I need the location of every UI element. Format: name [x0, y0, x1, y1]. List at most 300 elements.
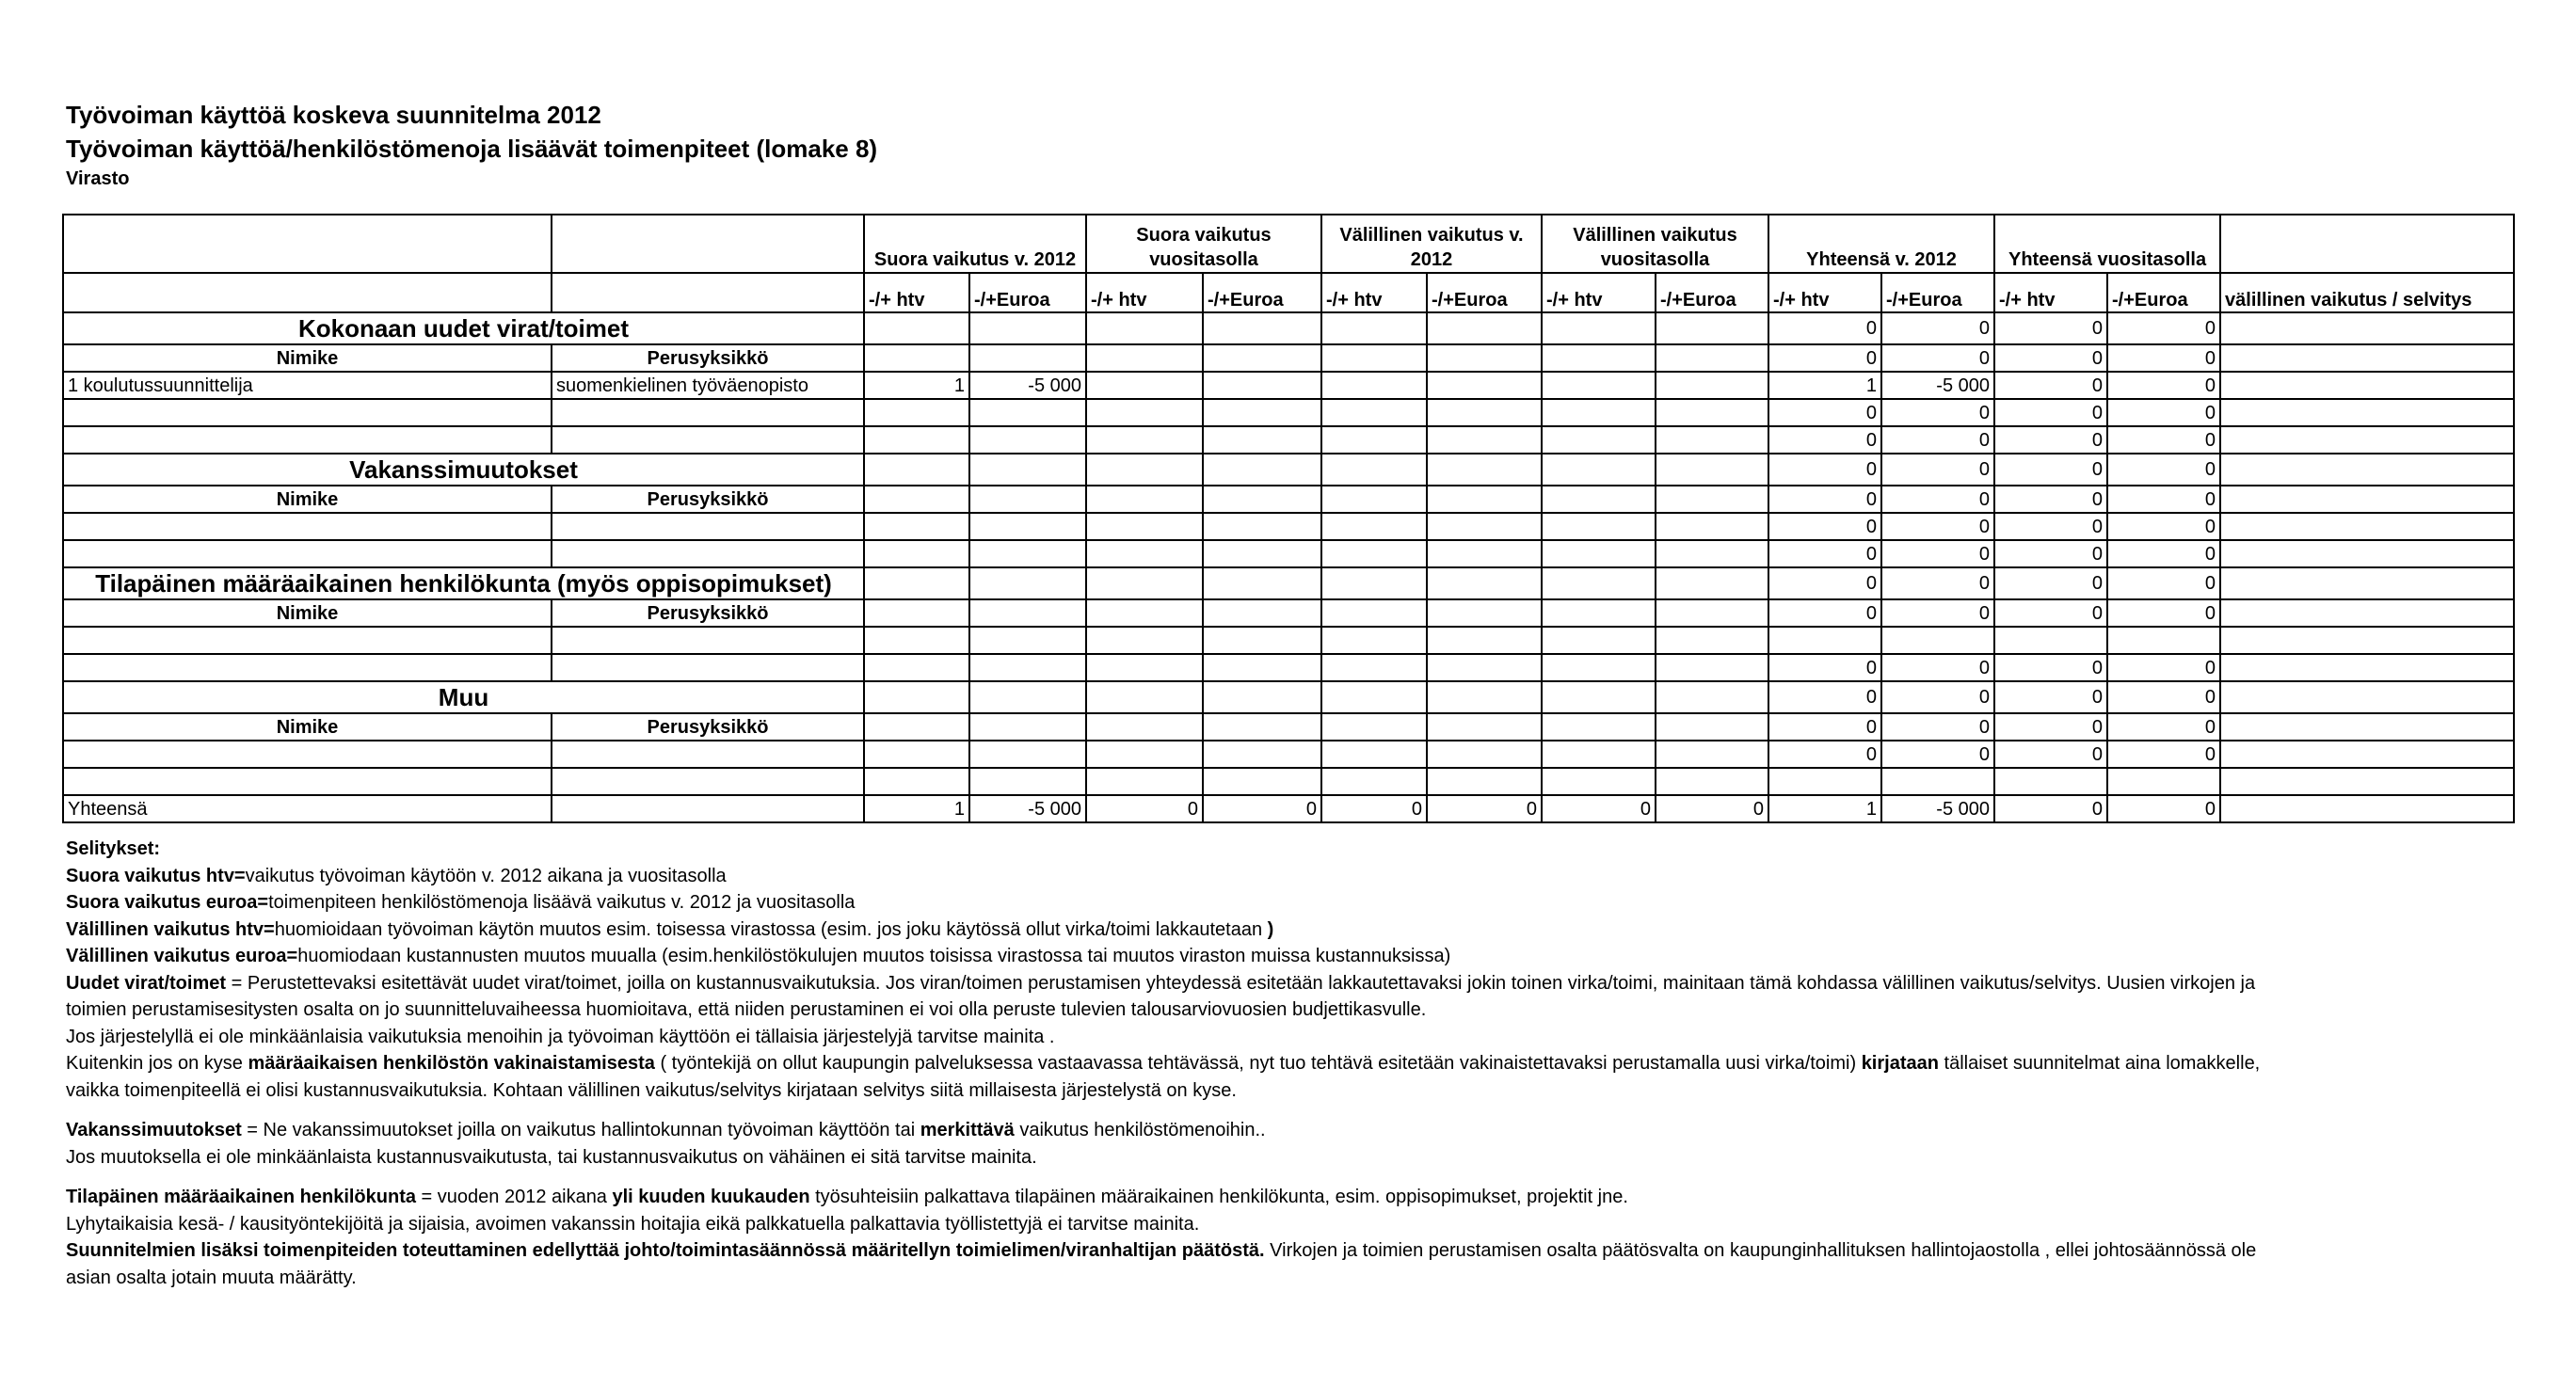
value-cell: [1427, 344, 1542, 372]
value-cell: [1656, 399, 1768, 426]
value-cell: [864, 713, 969, 741]
value-cell: [1656, 681, 1768, 713]
value-cell: 0: [1881, 344, 1994, 372]
selvitys-cell: [2220, 741, 2514, 768]
page-title: Työvoiman käyttöä koskeva suunnitelma 2012: [66, 101, 601, 129]
value-cell: [864, 599, 969, 627]
value-cell: [1656, 426, 1768, 454]
value-cell: [1656, 540, 1768, 567]
note-text: = Ne vakanssimuutokset joilla on vaikutus hallintokunnan työvoiman käyttöön tai: [241, 1120, 920, 1140]
nimike-cell: Nimike: [63, 344, 552, 372]
selvitys-cell: [2220, 654, 2514, 681]
value-cell: 0: [2107, 344, 2220, 372]
value-cell: 0: [2107, 454, 2220, 486]
value-cell: 0: [1881, 654, 1994, 681]
value-cell: [1427, 513, 1542, 540]
value-cell: [1542, 741, 1656, 768]
value-cell: 0: [1768, 426, 1881, 454]
note-text: toimenpiteen henkilöstömenoja lisäävä vaikutus v. 2012 ja vuositasolla: [268, 892, 856, 913]
nimike-cell: [63, 513, 552, 540]
table-row: [63, 372, 2514, 399]
value-cell: 0: [1881, 713, 1994, 741]
value-cell: [1427, 599, 1542, 627]
selvitys-cell: [2220, 768, 2514, 795]
value-cell: [969, 454, 1086, 486]
value-cell: [1086, 654, 1203, 681]
value-cell: 0: [1994, 372, 2107, 399]
value-cell: [1086, 454, 1203, 486]
value-cell: [1768, 627, 1881, 654]
value-cell: [1321, 513, 1427, 540]
value-cell: 0: [1768, 681, 1881, 713]
value-cell: 0: [1768, 540, 1881, 567]
value-cell: [969, 344, 1086, 372]
note-text: vaikka toimenpiteellä ei olisi kustannusvaikutuksia. Kohtaan välillinen vaikutus/selvitys kirjataan selvitys siitä millaisesta järjestelystä on kyse.: [66, 1079, 1237, 1101]
value-cell: [1542, 768, 1656, 795]
value-cell: [1542, 540, 1656, 567]
note-line: [66, 1050, 2513, 1077]
selvitys-cell: [2220, 344, 2514, 372]
selvitys-cell: [2220, 513, 2514, 540]
note-term: määräaikaisen henkilöstön vakinaistamisesta: [248, 1053, 655, 1074]
sub-header: -/+Euroa: [1656, 273, 1768, 312]
value-cell: 0: [1994, 486, 2107, 513]
value-cell: [864, 681, 969, 713]
value-cell: 0: [1881, 513, 1994, 540]
value-cell: [1321, 372, 1427, 399]
value-cell: [864, 567, 969, 599]
nimike-cell: [63, 399, 552, 426]
nimike-cell: [63, 768, 552, 795]
section-row: [63, 681, 2514, 713]
value-cell: 1: [1768, 372, 1881, 399]
table-row: [63, 426, 2514, 454]
value-cell: [1203, 372, 1321, 399]
column-label-row: [63, 713, 2514, 741]
value-cell: [864, 741, 969, 768]
note-term: ): [1267, 918, 1274, 940]
value-cell: [1203, 713, 1321, 741]
note-text: Jos järjestelyllä ei ole minkäänlaisia vaikutuksia menoihin ja työvoiman käyttöön ei tällaisia järjestelyjä tarvitse mainita .: [66, 1026, 1055, 1047]
value-cell: [1203, 540, 1321, 567]
note-line: [66, 943, 2513, 970]
value-cell: 0: [1994, 567, 2107, 599]
value-cell: 0: [1881, 741, 1994, 768]
perusyksikko-cell: [552, 741, 864, 768]
nimike-cell: Yhteensä: [63, 795, 552, 822]
value-cell: 0: [1768, 713, 1881, 741]
value-cell: 0: [2107, 426, 2220, 454]
value-cell: [1086, 426, 1203, 454]
unit-label: Virasto: [66, 168, 130, 189]
value-cell: [1086, 513, 1203, 540]
value-cell: [969, 399, 1086, 426]
value-cell: [864, 454, 969, 486]
value-cell: [1656, 599, 1768, 627]
value-cell: [1427, 426, 1542, 454]
value-cell: 0: [2107, 795, 2220, 822]
value-cell: [1203, 599, 1321, 627]
value-cell: [1321, 486, 1427, 513]
form-table: [62, 214, 2515, 823]
value-cell: [1321, 713, 1427, 741]
value-cell: [1427, 627, 1542, 654]
value-cell: 0: [1768, 399, 1881, 426]
value-cell: [1086, 599, 1203, 627]
note-line: [66, 970, 2513, 997]
selvitys-cell: [2220, 454, 2514, 486]
value-cell: 0: [2107, 681, 2220, 713]
note-line: [66, 917, 2513, 944]
value-cell: 0: [1768, 599, 1881, 627]
table-row: [63, 540, 2514, 567]
perusyksikko-cell: [552, 654, 864, 681]
nimike-cell: Nimike: [63, 486, 552, 513]
group-header-row: [63, 215, 2514, 273]
value-cell: [1656, 713, 1768, 741]
notes-heading: Selitykset:: [66, 838, 161, 859]
value-cell: 0: [1881, 540, 1994, 567]
sub-header-row: [63, 273, 2514, 312]
value-cell: 0: [1994, 454, 2107, 486]
note-text: toimien perustamisesitysten osalta on jo suunnitteluvaiheessa huomioitava, että niiden perustaminen ei voi olla peruste tulevien talousarviovuosien budjettikasvulle.: [66, 999, 1427, 1020]
sub-header: -/+ htv: [1086, 273, 1203, 312]
value-cell: [1203, 486, 1321, 513]
value-cell: [1542, 344, 1656, 372]
section-title: Kokonaan uudet virat/toimet: [63, 312, 864, 344]
table-row: [63, 513, 2514, 540]
value-cell: 0: [2107, 540, 2220, 567]
sub-header: -/+Euroa: [1427, 273, 1542, 312]
perusyksikko-cell: Perusyksikkö: [552, 344, 864, 372]
value-cell: [1656, 344, 1768, 372]
value-cell: [1656, 454, 1768, 486]
group-header: Välillinen vaikutus vuositasolla: [1542, 215, 1768, 273]
paragraph-gap: [66, 1171, 2513, 1184]
value-cell: 0: [2107, 372, 2220, 399]
nimike-cell: [63, 741, 552, 768]
value-cell: [864, 486, 969, 513]
nimike-cell: 1 koulutussuunnittelija: [63, 372, 552, 399]
value-cell: [1427, 486, 1542, 513]
value-cell: [1542, 567, 1656, 599]
note-term: Suora vaikutus htv=: [66, 865, 246, 886]
value-cell: [969, 681, 1086, 713]
note-text: tällaiset suunnitelmat aina lomakkelle,: [1938, 1053, 2261, 1074]
note-line: [66, 889, 2513, 917]
note-text: vaikutus työvoiman käytöön v. 2012 aikana ja vuositasolla: [245, 865, 727, 886]
note-term: Tilapäinen määräaikainen henkilökunta: [66, 1187, 416, 1207]
value-cell: [1203, 454, 1321, 486]
value-cell: [1542, 454, 1656, 486]
value-cell: [1542, 513, 1656, 540]
value-cell: 0: [1881, 426, 1994, 454]
value-cell: 0: [1994, 344, 2107, 372]
value-cell: [1203, 399, 1321, 426]
value-cell: [969, 627, 1086, 654]
value-cell: [1656, 741, 1768, 768]
value-cell: [1427, 768, 1542, 795]
value-cell: [1086, 713, 1203, 741]
selvitys-cell: [2220, 599, 2514, 627]
value-cell: [1321, 426, 1427, 454]
value-cell: [1203, 567, 1321, 599]
value-cell: [1656, 513, 1768, 540]
value-cell: 0: [1994, 399, 2107, 426]
column-label-row: [63, 486, 2514, 513]
note-text: ( työntekijä on ollut kaupungin palveluksessa vastaavassa tehtävässä, nyt tuo tehtävä esitetään vakinaistettavaksi perustamalla uusi virka/toimi): [654, 1053, 1862, 1074]
table-row: [63, 399, 2514, 426]
value-cell: [1203, 681, 1321, 713]
value-cell: 0: [1881, 567, 1994, 599]
value-cell: [864, 540, 969, 567]
group-header: Yhteensä v. 2012: [1768, 215, 1994, 273]
perusyksikko-cell: [552, 426, 864, 454]
table-row: [63, 795, 2514, 822]
value-cell: [1427, 681, 1542, 713]
value-cell: 0: [1321, 795, 1427, 822]
sub-header: -/+Euroa: [2107, 273, 2220, 312]
value-cell: 0: [1768, 741, 1881, 768]
value-cell: 0: [1994, 681, 2107, 713]
selvitys-cell: [2220, 627, 2514, 654]
value-cell: 0: [2107, 654, 2220, 681]
perusyksikko-cell: Perusyksikkö: [552, 486, 864, 513]
value-cell: [1086, 372, 1203, 399]
sub-header: välillinen vaikutus / selvitys: [2220, 273, 2514, 312]
value-cell: [1321, 599, 1427, 627]
section-title: Tilapäinen määräaikainen henkilökunta (myös oppisopimukset): [63, 567, 864, 599]
note-text: Kuitenkin jos on kyse: [66, 1053, 248, 1074]
value-cell: [1086, 741, 1203, 768]
sub-header: -/+ htv: [864, 273, 969, 312]
sub-header: -/+Euroa: [1203, 273, 1321, 312]
value-cell: 0: [1768, 513, 1881, 540]
value-cell: [1542, 654, 1656, 681]
selvitys-cell: [2220, 312, 2514, 344]
value-cell: 0: [2107, 312, 2220, 344]
table-row: [63, 654, 2514, 681]
value-cell: [1086, 344, 1203, 372]
selvitys-cell: [2220, 372, 2514, 399]
value-cell: [1203, 312, 1321, 344]
value-cell: [864, 399, 969, 426]
value-cell: 0: [1994, 312, 2107, 344]
note-text: Lyhytaikaisia kesä- / kausityöntekijöitä ja sijaisia, avoimen vakanssin hoitajia eikä palkkatuella palkattavia työllistettyjä ei tarvitse mainita.: [66, 1213, 1200, 1235]
value-cell: [1203, 513, 1321, 540]
value-cell: [1542, 312, 1656, 344]
value-cell: [1656, 567, 1768, 599]
perusyksikko-cell: [552, 540, 864, 567]
note-line: [66, 1237, 2513, 1265]
value-cell: -5 000: [1881, 795, 1994, 822]
value-cell: [1427, 454, 1542, 486]
value-cell: 0: [1542, 795, 1656, 822]
value-cell: [1086, 768, 1203, 795]
nimike-cell: [63, 540, 552, 567]
value-cell: 0: [1994, 599, 2107, 627]
value-cell: [969, 599, 1086, 627]
value-cell: [1321, 567, 1427, 599]
value-cell: [1321, 540, 1427, 567]
value-cell: 0: [1994, 513, 2107, 540]
section-title: Muu: [63, 681, 864, 713]
note-text: huomiodaan kustannusten muutos muualla (esim.henkilöstökulujen muutos toisissa virastossa tai muutos viraston muissa kustannuksissa): [297, 946, 1451, 966]
value-cell: [1321, 344, 1427, 372]
value-cell: 0: [2107, 741, 2220, 768]
nimike-cell: [63, 627, 552, 654]
value-cell: 1: [864, 372, 969, 399]
value-cell: 0: [1086, 795, 1203, 822]
note-text: Jos muutoksella ei ole minkäänlaista kustannusvaikutusta, tai kustannusvaikutus on vähäinen ei sitä tarvitse mainita.: [66, 1146, 1037, 1168]
value-cell: [1427, 654, 1542, 681]
perusyksikko-cell: [552, 795, 864, 822]
value-cell: [1656, 654, 1768, 681]
value-cell: [1427, 741, 1542, 768]
note-text: huomioidaan työvoiman käytön muutos esim. toisessa virastossa (esim. jos joku käytössä ollut virka/toimi lakkautetaan: [274, 918, 1268, 940]
explanations: [66, 836, 2513, 1291]
value-cell: [969, 426, 1086, 454]
section-row: [63, 312, 2514, 344]
value-cell: 0: [1768, 312, 1881, 344]
column-label-row: [63, 344, 2514, 372]
page-subtitle: Työvoiman käyttöä/henkilöstömenoja lisäävät toimenpiteet (lomake 8): [66, 135, 878, 163]
note-line: [66, 863, 2513, 890]
value-cell: 0: [2107, 399, 2220, 426]
value-cell: 0: [1768, 454, 1881, 486]
value-cell: [1321, 768, 1427, 795]
value-cell: 0: [2107, 486, 2220, 513]
page-header: [66, 98, 877, 192]
value-cell: [1542, 486, 1656, 513]
value-cell: [969, 713, 1086, 741]
value-cell: [1542, 372, 1656, 399]
value-cell: [1656, 372, 1768, 399]
value-cell: 0: [1881, 454, 1994, 486]
value-cell: [1994, 627, 2107, 654]
value-cell: [1427, 372, 1542, 399]
value-cell: [1542, 599, 1656, 627]
value-cell: 0: [2107, 513, 2220, 540]
value-cell: [1542, 713, 1656, 741]
value-cell: [1203, 627, 1321, 654]
value-cell: 0: [1768, 567, 1881, 599]
value-cell: [1994, 768, 2107, 795]
group-header: Suora vaikutus v. 2012: [864, 215, 1086, 273]
value-cell: [969, 540, 1086, 567]
value-cell: [969, 654, 1086, 681]
value-cell: [1203, 426, 1321, 454]
perusyksikko-cell: Perusyksikkö: [552, 713, 864, 741]
perusyksikko-cell: [552, 627, 864, 654]
value-cell: 0: [1768, 486, 1881, 513]
selvitys-cell: [2220, 713, 2514, 741]
note-text: = Perustettevaksi esitettävät uudet virat/toimet, joilla on kustannusvaikutuksia. Jos viran/toimen perustamisen yhteydessä esitetään lakkautettavaksi jokin toinen virka/toimi, mainitaan tämä kohdassa välillinen vaikutus/selvitys. Uusien virkojen ja: [226, 972, 2256, 994]
column-label-row: [63, 599, 2514, 627]
section-row: [63, 567, 2514, 599]
value-cell: [1656, 768, 1768, 795]
value-cell: [864, 513, 969, 540]
value-cell: [1321, 312, 1427, 344]
value-cell: [1427, 399, 1542, 426]
value-cell: [969, 312, 1086, 344]
note-line: [66, 1144, 2513, 1172]
value-cell: [1321, 741, 1427, 768]
nimike-cell: [63, 654, 552, 681]
note-line: [66, 1265, 2513, 1292]
nimike-cell: [63, 426, 552, 454]
value-cell: [1881, 627, 1994, 654]
group-header: Suora vaikutus vuositasolla: [1086, 215, 1321, 273]
value-cell: [1086, 567, 1203, 599]
table-row: [63, 768, 2514, 795]
value-cell: -5 000: [969, 795, 1086, 822]
note-line: [66, 1117, 2513, 1144]
value-cell: [969, 486, 1086, 513]
note-term: merkittävä: [920, 1120, 1015, 1140]
value-cell: [1881, 768, 1994, 795]
sub-header: -/+ htv: [1768, 273, 1881, 312]
selvitys-cell: [2220, 426, 2514, 454]
value-cell: [969, 567, 1086, 599]
value-cell: 0: [2107, 713, 2220, 741]
selvitys-cell: [2220, 795, 2514, 822]
value-cell: [1321, 454, 1427, 486]
note-text: työsuhteisiin palkattava tilapäinen määraikainen henkilökunta, esim. oppisopimukset, projektit jne.: [809, 1187, 1628, 1207]
value-cell: [1086, 540, 1203, 567]
note-line: [66, 996, 2513, 1024]
note-line: [66, 1211, 2513, 1238]
perusyksikko-cell: Perusyksikkö: [552, 599, 864, 627]
value-cell: [969, 768, 1086, 795]
value-cell: [1427, 312, 1542, 344]
sub-header: -/+Euroa: [969, 273, 1086, 312]
value-cell: [1542, 426, 1656, 454]
value-cell: [969, 741, 1086, 768]
value-cell: [1427, 713, 1542, 741]
selvitys-cell: [2220, 540, 2514, 567]
value-cell: [1086, 627, 1203, 654]
value-cell: [1321, 681, 1427, 713]
note-line: [66, 1184, 2513, 1211]
value-cell: [864, 312, 969, 344]
table-row: [63, 627, 2514, 654]
value-cell: 0: [1881, 399, 1994, 426]
note-text: = vuoden 2012 aikana: [415, 1187, 613, 1207]
value-cell: 0: [1994, 713, 2107, 741]
value-cell: [864, 426, 969, 454]
value-cell: [1086, 399, 1203, 426]
value-cell: 0: [1881, 681, 1994, 713]
value-cell: 0: [1203, 795, 1321, 822]
value-cell: [1768, 768, 1881, 795]
perusyksikko-cell: [552, 513, 864, 540]
value-cell: [1542, 681, 1656, 713]
value-cell: -5 000: [969, 372, 1086, 399]
value-cell: [1321, 399, 1427, 426]
value-cell: [1321, 654, 1427, 681]
value-cell: 0: [1881, 312, 1994, 344]
selvitys-cell: [2220, 567, 2514, 599]
value-cell: 0: [1881, 486, 1994, 513]
value-cell: 0: [1994, 654, 2107, 681]
perusyksikko-cell: [552, 399, 864, 426]
value-cell: 0: [2107, 599, 2220, 627]
value-cell: 0: [1994, 741, 2107, 768]
paragraph-gap: [66, 1104, 2513, 1117]
selvitys-cell: [2220, 486, 2514, 513]
sub-header: -/+ htv: [1542, 273, 1656, 312]
